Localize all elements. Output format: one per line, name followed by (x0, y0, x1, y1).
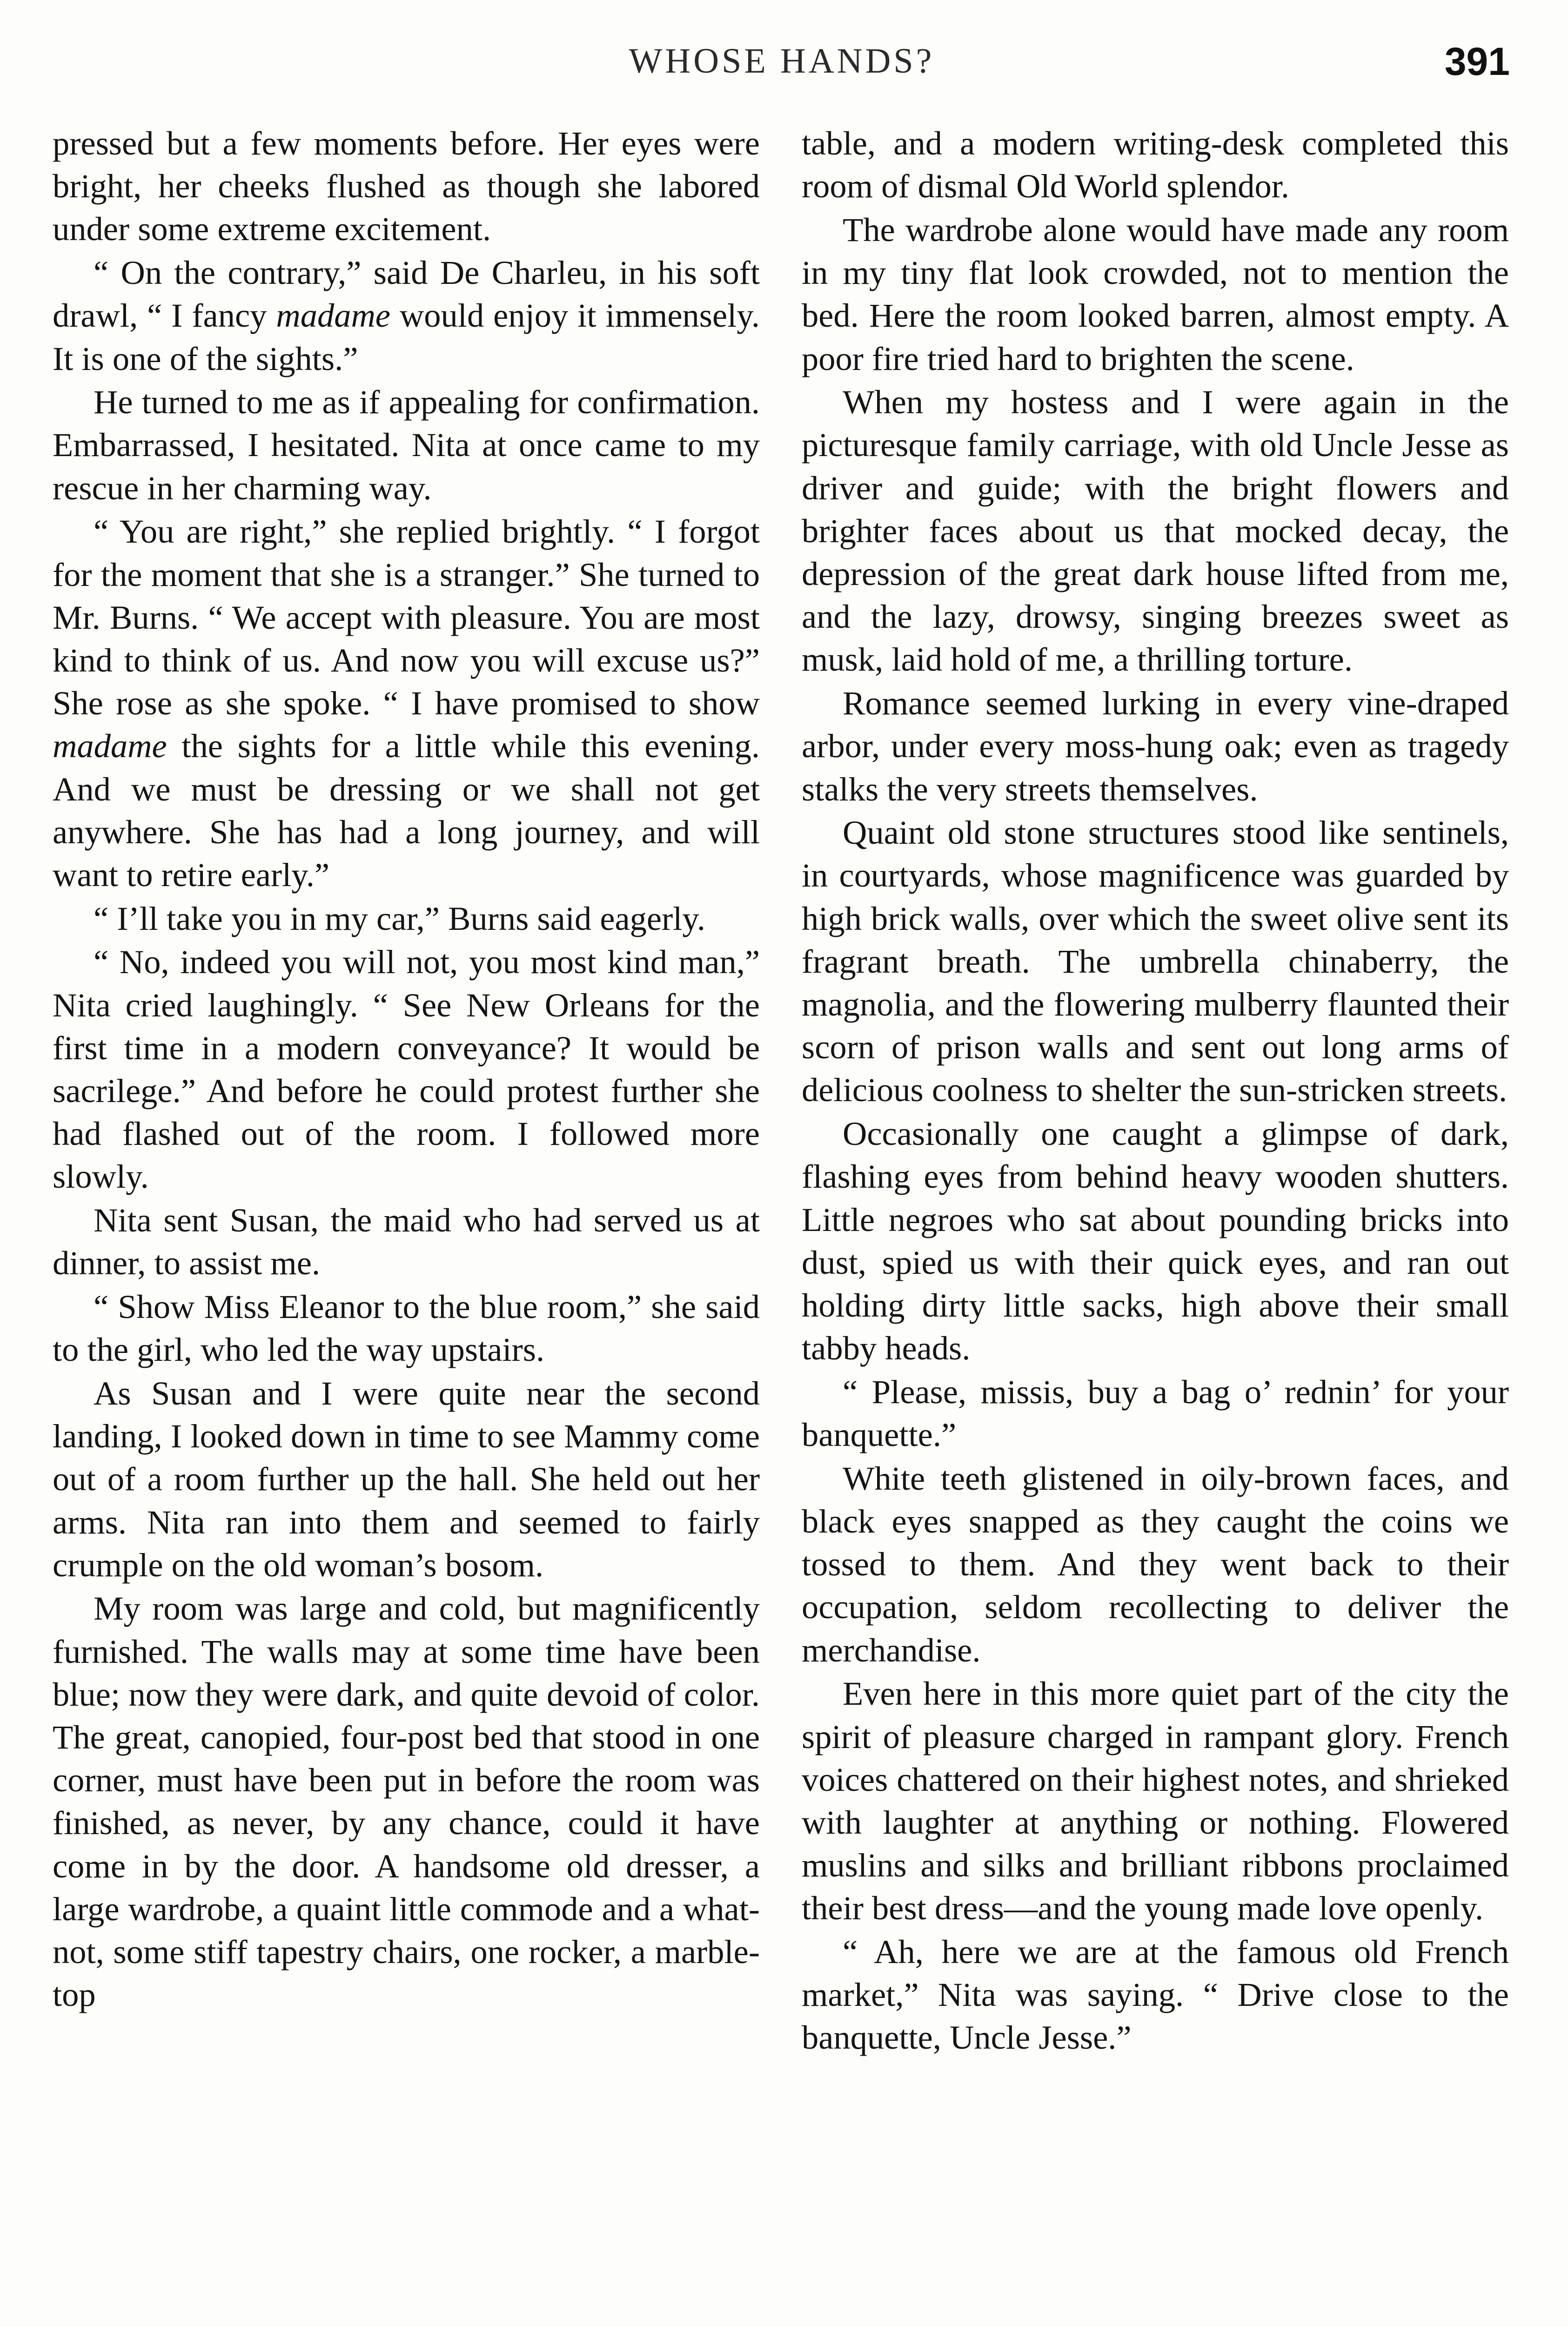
paragraph: When my hostess and I were again in the picturesque family carriage, with old Uncle Jesse as driver and guide; with the bright flowers and brighter faces about us that mocked decay, the depression of the great dark house lifted from me, and the lazy, drowsy, singing breezes sweet as musk, laid hold of me, a thrilling torture. (802, 383, 1509, 679)
paragraph: Romance seemed lurking in every vine-draped arbor, under every moss-hung oak; even as tragedy stalks the very streets themselves. (802, 684, 1509, 808)
paragraph: table, and a modern writing-desk completed this room of dismal Old World splendor. (802, 124, 1509, 205)
paragraph: My room was large and cold, but magnificently furnished. The walls may at some time have been blue; now they were dark, and quite devoid of color. The great, canopied, four-post bed that stood in one corner, must have been put in before the room was finished, as never, by any chance, could it have come in by the door. A handsome old dresser, a large wardrobe, a quaint little commode and a what-not, some stiff tapestry chairs, one rocker, a marble-top (53, 1589, 760, 2014)
left-text-column (53, 122, 760, 2017)
paragraph: “ Ah, here we are at the famous old French market,” Nita was saying. “ Drive close to the banquette, Uncle Jesse.” (802, 1933, 1509, 2057)
paragraph: “ On the contrary,” said De Charleu, in his soft drawl, “ I fancy madame would enjoy it immensely. It is one of the sights.” (53, 254, 760, 377)
paragraph: “ I’ll take you in my car,” Burns said eagerly. (94, 899, 706, 937)
paragraph: Even here in this more quiet part of the city the spirit of pleasure charged in rampant glory. French voices chattered on their highest notes, and shrieked with laughter at anything or nothing. Flowered muslins and silks and brilliant ribbons proclaimed their best dress—and the young made love openly. (802, 1675, 1509, 1927)
running-title: WHOSE HANDS? (629, 41, 935, 81)
paragraph: As Susan and I were quite near the second landing, I looked down in time to see Mammy come out of a room further up the hall. She held out her arms. Nita ran into them and seemed to fairly crumple on the old woman’s bosom. (53, 1374, 760, 1584)
paragraph: “ You are right,” she replied brightly. “ I forgot for the moment that she is a stranger.” She turned to Mr. Burns. “ We accept with pleasure. You are most kind to think of us. And now you will excuse us?” She rose as she spoke. “ I have promised to show madame the sights for a little while this evening. And we must be dressing or we shall not get anywhere. She has had a long journey, and will want to retire early.” (53, 512, 760, 894)
paragraph: “ No, indeed you will not, you most kind man,” Nita cried laughingly. “ See New Orleans for the first time in a modern conveyance? It would be sacrilege.” And before he could protest further she had flashed out of the room. I followed more slowly. (53, 943, 760, 1196)
paragraph: “ Show Miss Eleanor to the blue room,” she said to the girl, who led the way upstairs. (53, 1287, 760, 1369)
right-text-column (802, 122, 1509, 2060)
paragraph: Nita sent Susan, the maid who had served us at dinner, to assist me. (53, 1201, 760, 1282)
paragraph: pressed but a few moments before. Her eyes were bright, her cheeks flushed as though she labored under some extreme excitement. (53, 124, 760, 248)
paragraph: He turned to me as if appealing for confirmation. Embarrassed, I hesitated. Nita at once came to my rescue in her charming way. (53, 383, 760, 507)
paragraph: The wardrobe alone would have made any room in my tiny flat look crowded, not to mention the bed. Here the room looked barren, almost empty. A poor fire tried hard to brighten the scene. (802, 210, 1509, 377)
running-header (54, 36, 1510, 87)
paragraph: “ Please, missis, buy a bag o’ rednin’ for your banquette.” (802, 1372, 1509, 1454)
paragraph: Quaint old stone structures stood like sentinels, in courtyards, whose magnificence was guarded by high brick walls, over which the sweet olive sent its fragrant breath. The umbrella chinaberry, the magnolia, and the flowering mulberry flaunted their scorn of prison walls and sent out long arms of delicious coolness to shelter the sun-stricken streets. (802, 814, 1509, 1109)
paragraph: White teeth glistened in oily-brown faces, and black eyes snapped as they caught the coins we tossed to them. And they went back to their occupation, seldom recollecting to deliver the merchandise. (802, 1459, 1509, 1669)
page-number: 391 (1444, 40, 1510, 83)
paragraph: Occasionally one caught a glimpse of dark, flashing eyes from behind heavy wooden shutters. Little negroes who sat about pounding bricks into dust, spied us with their quick eyes, and ran out holding dirty little sacks, high above their small tabby heads. (802, 1115, 1509, 1367)
